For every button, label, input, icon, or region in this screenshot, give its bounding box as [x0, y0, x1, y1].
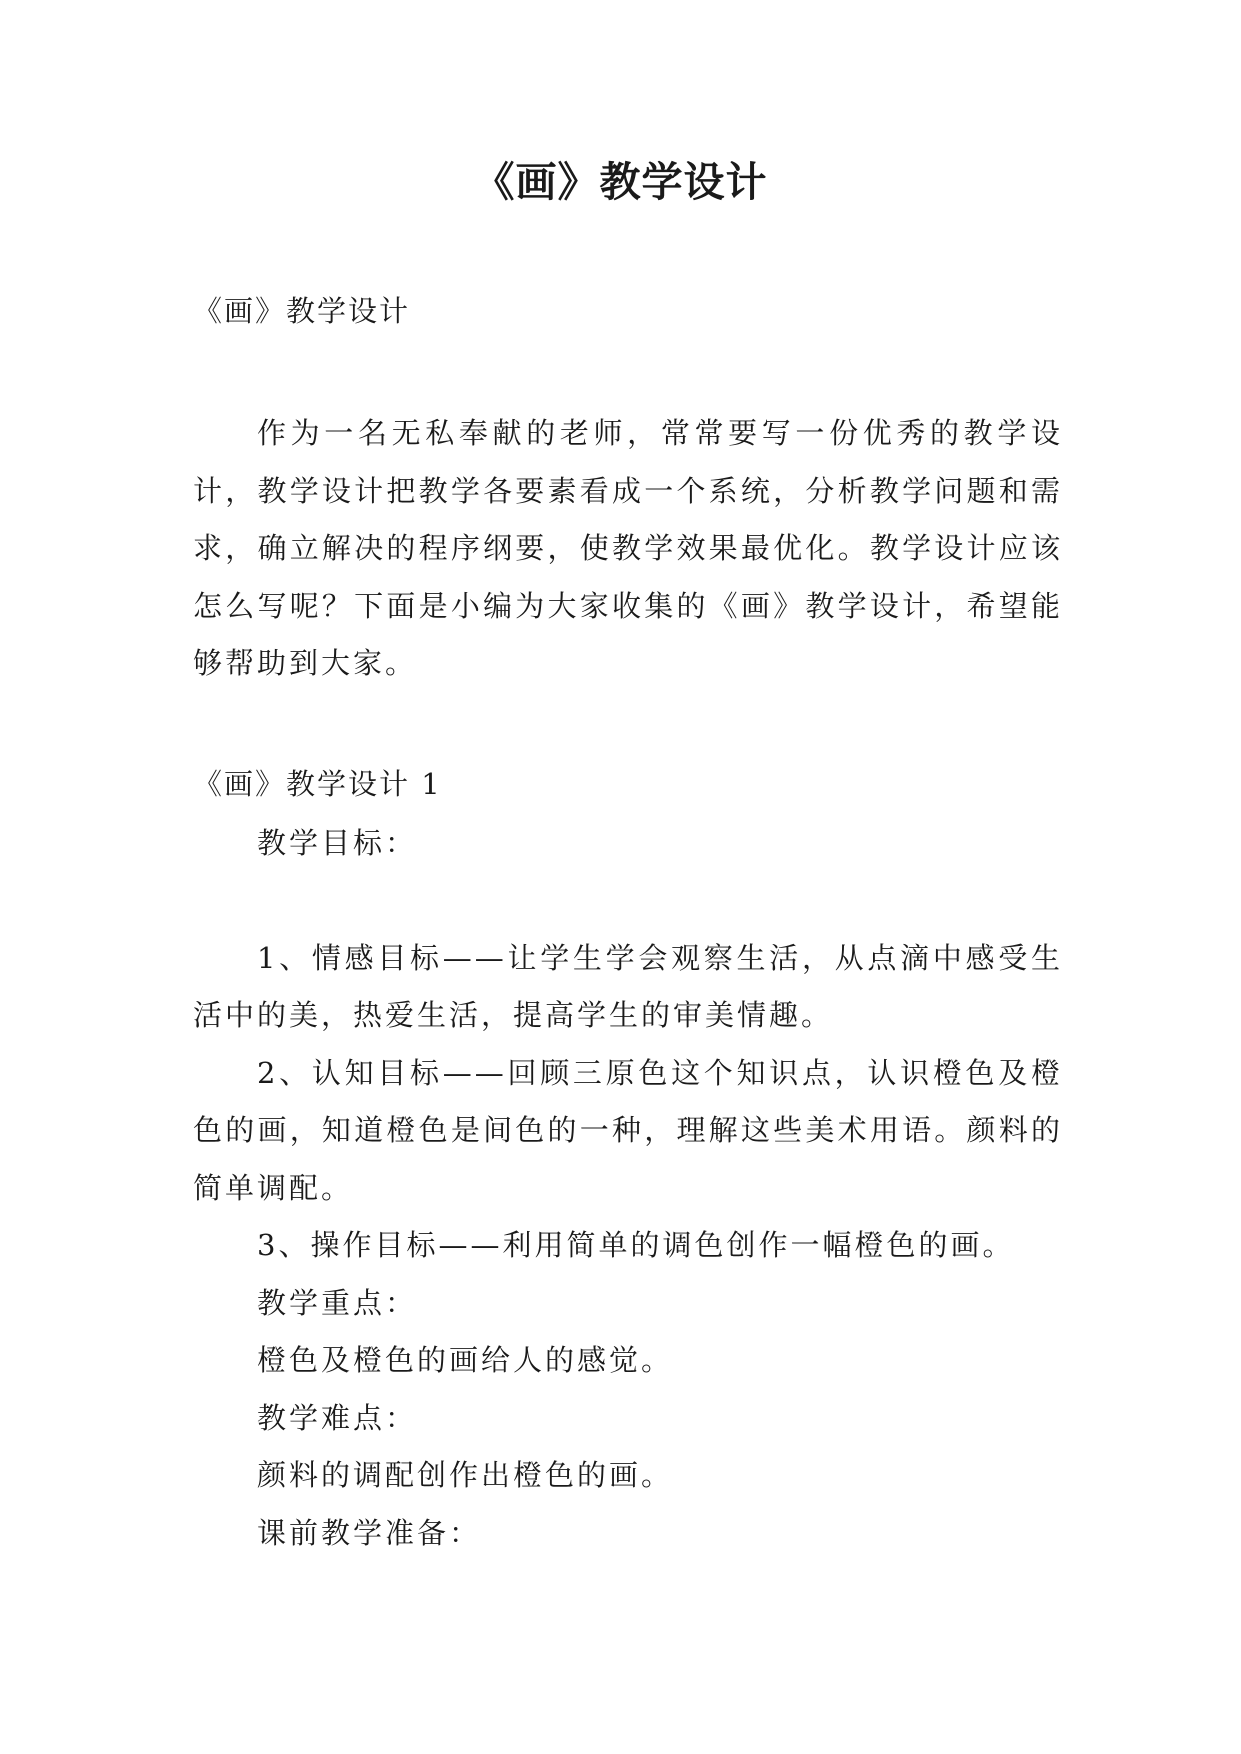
paragraph-key-points-label: 教学重点： [257, 1285, 418, 1320]
document-subtitle: 《画》教学设计 [193, 294, 411, 328]
paragraph-difficulties-label: 教学难点： [257, 1400, 418, 1435]
paragraph-difficulties: 颜料的调配创作出橙色的画。 [257, 1458, 674, 1492]
document-title: 《画》教学设计 [473, 158, 768, 206]
paragraph-goal-emotion: 1、情感目标——让学生学会观察生活，从点滴中感受生活中的美，热爱生活，提高学生的审美情趣。 [193, 940, 1063, 1032]
paragraph-key-points: 橙色及橙色的画给人的感觉。 [257, 1343, 674, 1377]
paragraph-goal-cognition: 2、认知目标——回顾三原色这个知识点，认识橙色及橙色的画，知道橙色是间色的一种，理解这些美术用语。颜料的简单调配。 [193, 1055, 1063, 1205]
section-heading: 《画》教学设计 1 [193, 767, 442, 801]
section-body [193, 815, 1063, 1562]
paragraph-goal-operation: 3、操作目标——利用简单的调色创作一幅橙色的画。 [257, 1228, 1015, 1262]
paragraph-preparation-label: 课前教学准备： [257, 1515, 482, 1550]
intro-paragraph: 作为一名无私奉献的老师，常常要写一份优秀的教学设计，教学设计把教学各要素看成一个系统，分析教学问题和需求，确立解决的程序纲要，使教学效果最优化。教学设计应该怎么写呢？下面是小编为大家收集的《画》教学设计，希望能够帮助到大家。 [193, 416, 1063, 680]
paragraph-teaching-goals-label: 教学目标： [257, 826, 418, 860]
